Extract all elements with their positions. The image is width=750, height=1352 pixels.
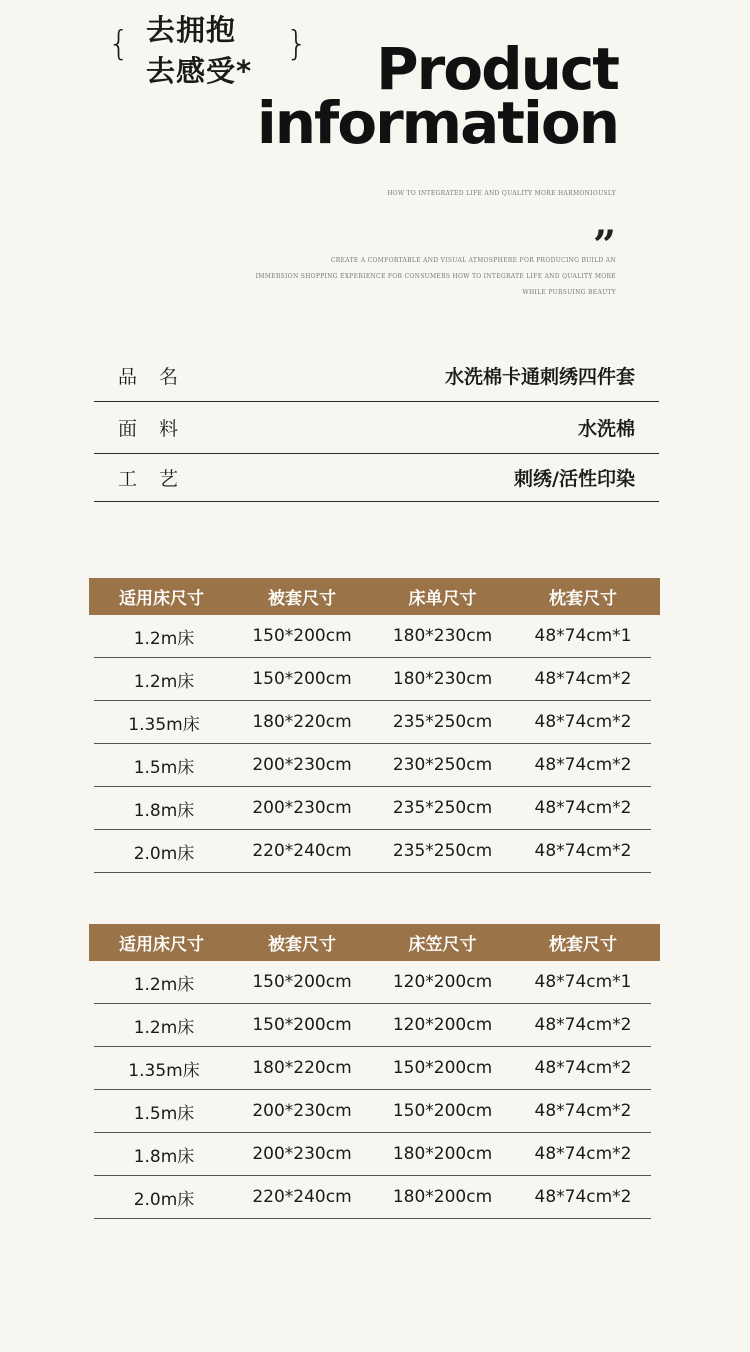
header-cell: 被套尺寸 xyxy=(268,589,336,609)
table-row xyxy=(94,1090,651,1133)
table-cell: 200*230cm xyxy=(252,1144,352,1164)
table-row xyxy=(94,658,651,701)
table-cell: 2.0m床 xyxy=(133,843,195,864)
table-cell: 235*250cm xyxy=(392,841,493,861)
slogan-line-1: 去拥抱 xyxy=(146,13,237,47)
header-cell: 床笠尺寸 xyxy=(408,935,477,955)
table-cell: 180*230cm xyxy=(392,626,493,646)
header-cell: 适用床尺寸 xyxy=(119,935,204,955)
table-cell: 150*200cm xyxy=(392,1101,493,1121)
table-cell: 1.2m床 xyxy=(133,671,195,692)
table-cell: 180*220cm xyxy=(252,1058,352,1078)
table-cell: 180*230cm xyxy=(392,669,493,689)
table-row xyxy=(94,830,651,873)
table-row xyxy=(94,1133,651,1176)
size-table-fitted xyxy=(89,924,660,1219)
table-cell: 150*200cm xyxy=(392,1058,493,1078)
header-cell: 适用床尺寸 xyxy=(119,589,204,609)
info-value: 水洗棉 xyxy=(577,418,635,440)
info-value: 刺绣/活性印染 xyxy=(514,468,635,490)
table-cell: 48*74cm*2 xyxy=(534,755,632,775)
table-cell: 150*200cm xyxy=(252,626,352,646)
table-cell: 1.8m床 xyxy=(133,800,195,821)
table-cell: 235*250cm xyxy=(392,798,493,818)
table-cell: 48*74cm*1 xyxy=(534,626,632,646)
table-cell: 1.35m床 xyxy=(128,714,200,735)
info-value: 水洗棉卡通刺绣四件套 xyxy=(444,366,635,388)
info-label: 品名 xyxy=(118,366,201,388)
tagline-line-2: IMMERSION SHOPPING EXPERIENCE FOR CONSUMERS HOW TO INTEGRATE LIFE AND QUALITY MORE xyxy=(255,273,616,280)
right-brace: } xyxy=(286,24,308,64)
table-cell: 48*74cm*2 xyxy=(534,841,632,861)
tagline-line-3: WHILE PURSUING BEAUTY xyxy=(522,289,616,296)
table-cell: 1.35m床 xyxy=(128,1060,200,1081)
info-row-fabric xyxy=(94,402,659,454)
table-header xyxy=(89,578,660,615)
table-cell: 220*240cm xyxy=(252,841,352,861)
table-header xyxy=(89,924,660,961)
table-row xyxy=(94,1176,651,1219)
table-cell: 220*240cm xyxy=(252,1187,352,1207)
table-cell: 200*230cm xyxy=(252,1101,352,1121)
table-cell: 120*200cm xyxy=(392,972,493,992)
table-cell: 150*200cm xyxy=(252,1015,352,1035)
info-row-name xyxy=(94,350,659,402)
table-row xyxy=(94,1047,651,1090)
header-cell: 枕套尺寸 xyxy=(549,589,617,609)
table-cell: 150*200cm xyxy=(252,669,352,689)
info-label: 面料 xyxy=(118,418,201,440)
table-row xyxy=(94,744,651,787)
size-table-sheet xyxy=(89,578,660,873)
table-cell: 150*200cm xyxy=(252,972,352,992)
title-product: Product xyxy=(376,35,618,103)
left-brace: { xyxy=(108,24,130,64)
table-cell: 2.0m床 xyxy=(133,1189,195,1210)
table-cell: 230*250cm xyxy=(392,755,493,775)
table-cell: 48*74cm*2 xyxy=(534,712,632,732)
table-cell: 120*200cm xyxy=(392,1015,493,1035)
tagline-line-1: CREATE A COMFORTABLE AND VISUAL ATMOSPHERE FOR PRODUCING BUILD AN xyxy=(330,257,616,264)
table-cell: 1.8m床 xyxy=(133,1146,195,1167)
table-cell: 48*74cm*2 xyxy=(534,1101,632,1121)
table-cell: 235*250cm xyxy=(392,712,493,732)
table-cell: 1.2m床 xyxy=(133,628,195,649)
table-row xyxy=(94,701,651,744)
table-cell: 200*230cm xyxy=(252,798,352,818)
table-cell: 1.2m床 xyxy=(133,1017,195,1038)
quote-mark-icon: ” xyxy=(592,222,616,269)
title-information: information xyxy=(256,89,618,157)
table-cell: 48*74cm*2 xyxy=(534,798,632,818)
table-cell: 1.2m床 xyxy=(133,974,195,995)
table-row xyxy=(94,787,651,830)
table-cell: 48*74cm*2 xyxy=(534,1015,632,1035)
table-cell: 1.5m床 xyxy=(133,1103,195,1124)
table-cell: 48*74cm*2 xyxy=(534,1144,632,1164)
info-label: 工艺 xyxy=(118,468,201,490)
header-cell: 枕套尺寸 xyxy=(549,935,617,955)
tagline-top: HOW TO INTEGRATED LIFE AND QUALITY MORE HARMONIOUSLY xyxy=(387,190,616,197)
table-cell: 180*200cm xyxy=(392,1144,493,1164)
table-cell: 180*200cm xyxy=(392,1187,493,1207)
table-cell: 48*74cm*1 xyxy=(534,972,632,992)
table-cell: 48*74cm*2 xyxy=(534,1058,632,1078)
table-cell: 48*74cm*2 xyxy=(534,1187,632,1207)
table-cell: 200*230cm xyxy=(252,755,352,775)
info-row-craft xyxy=(94,454,659,502)
header-cell: 被套尺寸 xyxy=(268,935,336,955)
table-cell: 1.5m床 xyxy=(133,757,195,778)
slogan-line-2: 去感受* xyxy=(146,54,253,88)
table-row xyxy=(94,615,651,658)
table-cell: 48*74cm*2 xyxy=(534,669,632,689)
table-cell: 180*220cm xyxy=(252,712,352,732)
header-cell: 床单尺寸 xyxy=(408,589,477,609)
table-row xyxy=(94,961,651,1004)
table-row xyxy=(94,1004,651,1047)
